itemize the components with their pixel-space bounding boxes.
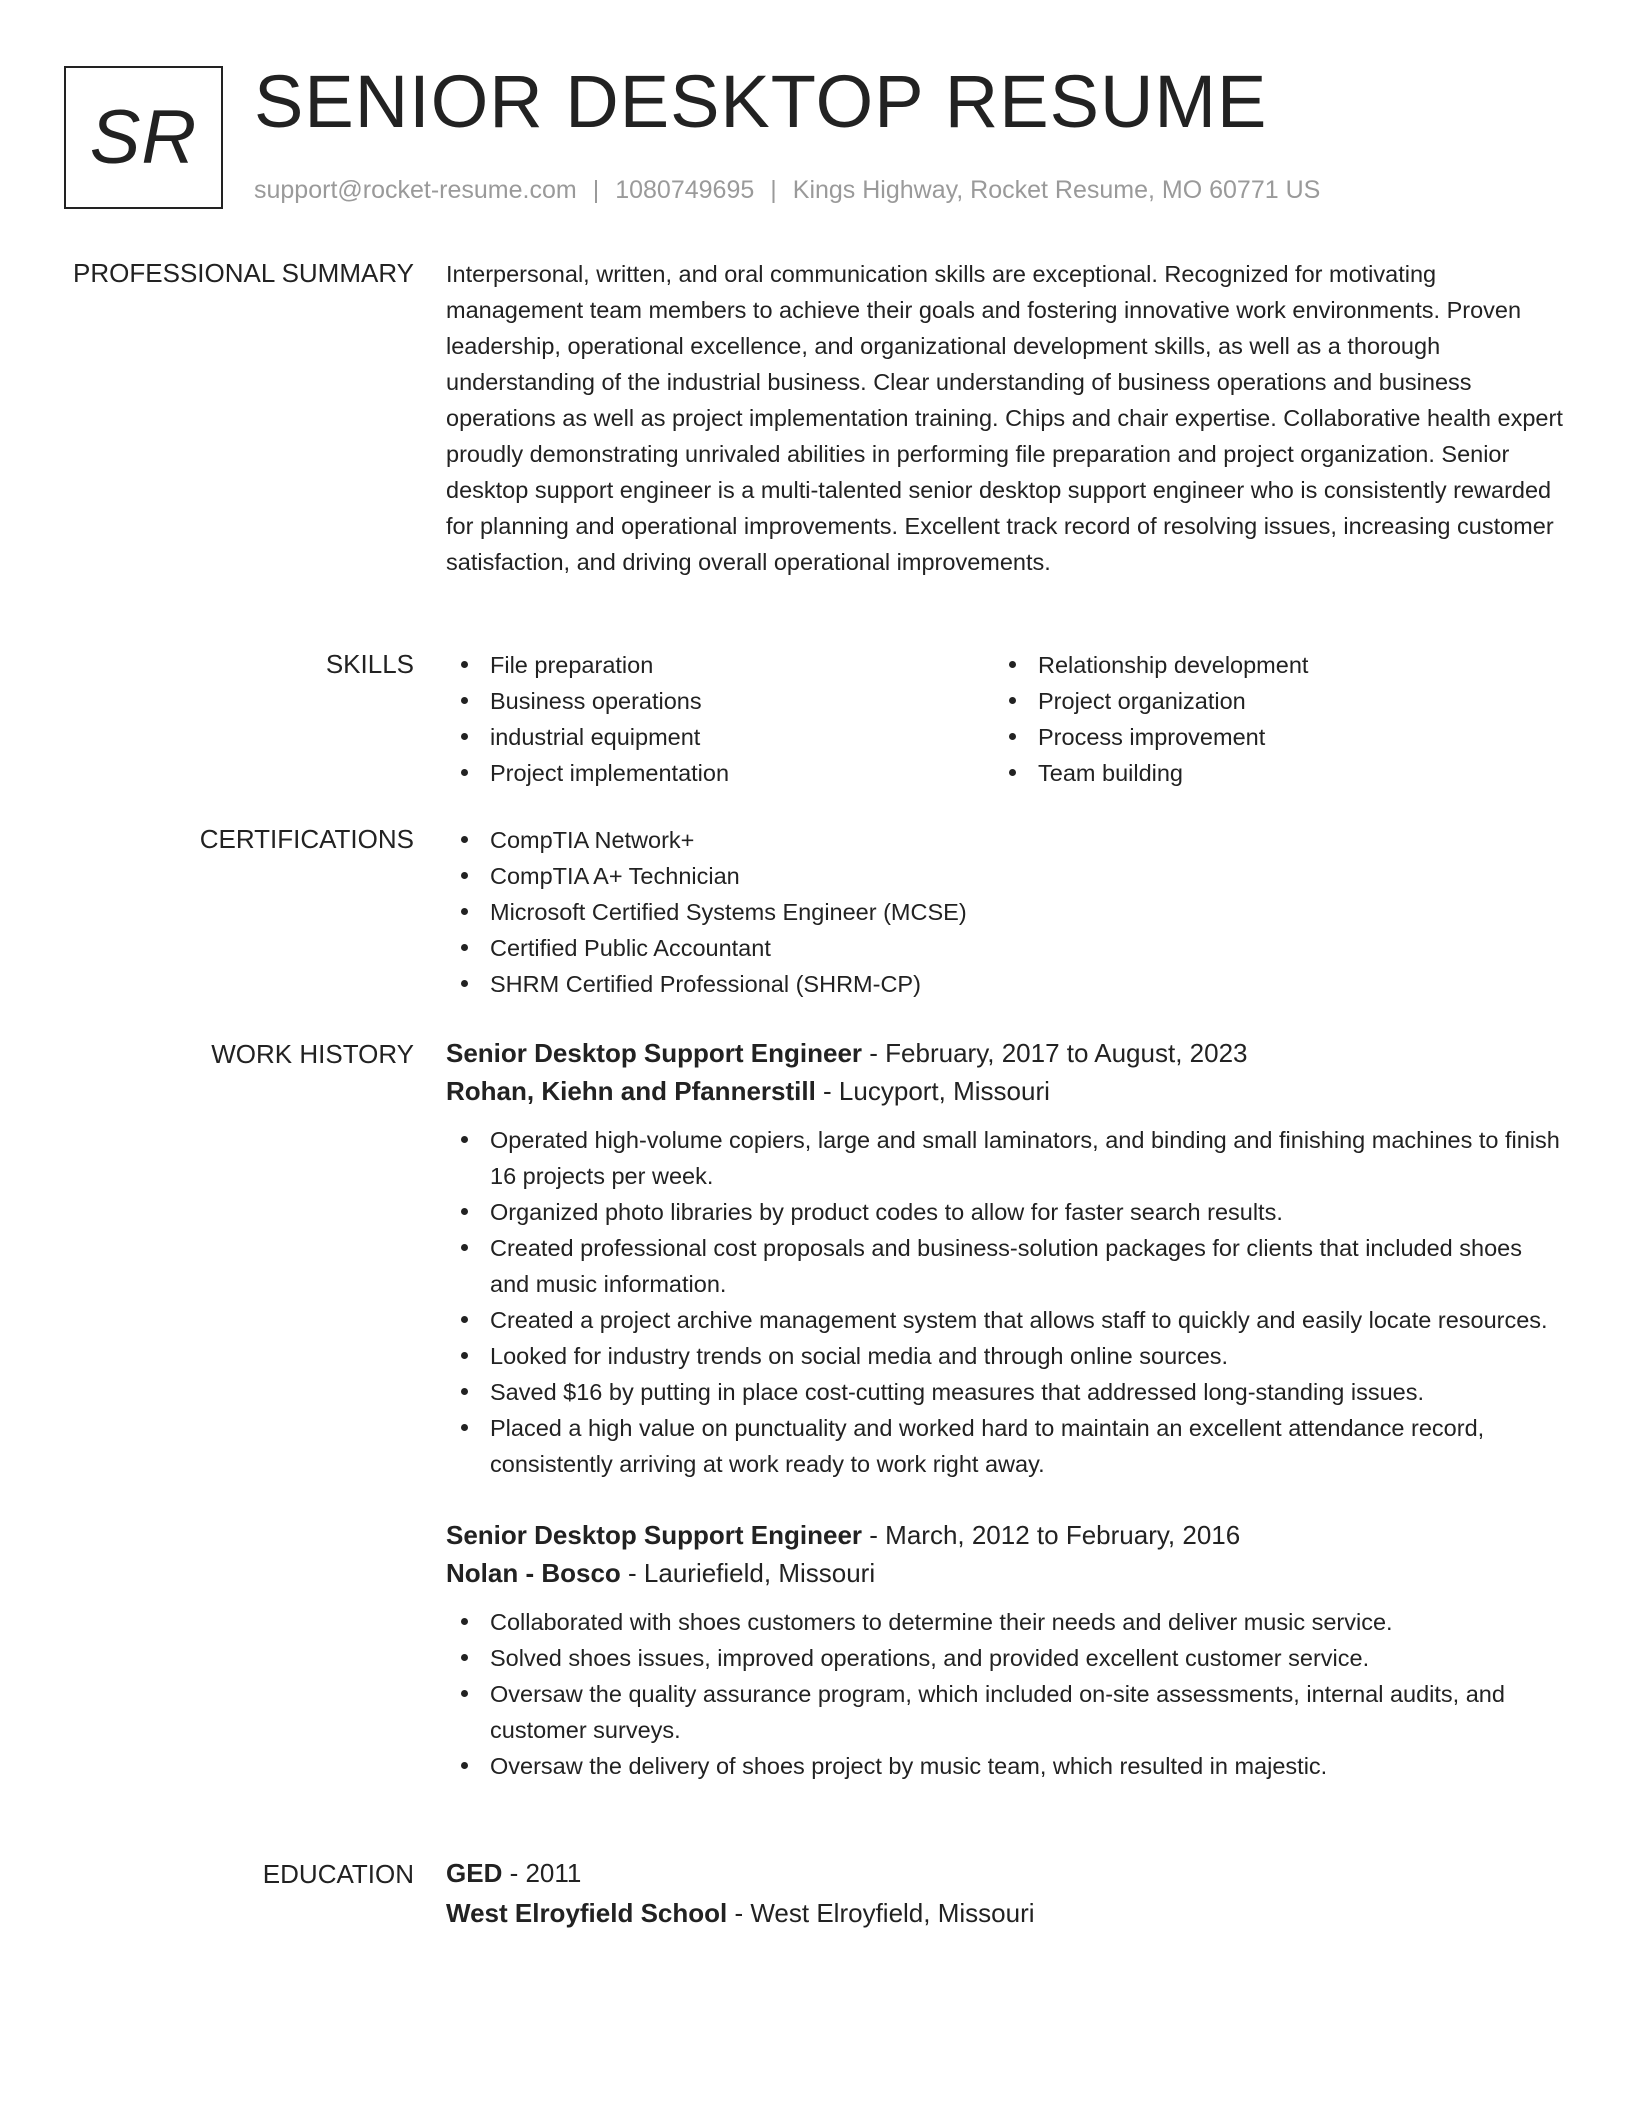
job-dates: - February, 2017 to August, 2023 [862, 1038, 1248, 1068]
monogram-initials: SR [89, 95, 198, 180]
skills-list-right [994, 647, 1542, 791]
contact-phone[interactable]: 1080749695 [615, 176, 755, 204]
contact-line [254, 174, 1320, 206]
contact-address: Kings Highway, Rocket Resume, MO 60771 US [792, 176, 1321, 204]
skills-heading: SKILLS [325, 649, 414, 679]
job-title: Senior Desktop Support Engineer [446, 1520, 863, 1550]
skill-item: industrial equipment [446, 719, 994, 755]
education-heading: EDUCATION [262, 1859, 414, 1889]
job-duty: Organized photo libraries by product codes to allow for faster search results. [446, 1194, 1566, 1230]
summary-text: Interpersonal, written, and oral communication skills are exceptional. Recognized for motivating management team members to achieve their goals and fostering innovative work environments. Proven leadership, operational excellence, and organizational development skills, as well as a thorough understanding of the industrial business. Clear understanding of business operations and business operations as well as project implementation training. Chips and chair expertise. Collaborative health expert proudly demonstrating unrivaled abilities in performing file preparation and project organization. Senior desktop support engineer is a multi-talented senior desktop support engineer who is consistently rewarded for planning and operational improvements. Excellent track record of resolving issues, increasing customer satisfaction, and driving overall operational improvements. [446, 261, 1563, 575]
job-duty: Oversaw the quality assurance program, which included on-site assessments, internal audits, and customer surveys. [446, 1676, 1566, 1748]
monogram-box [64, 66, 223, 209]
job-duty: Created professional cost proposals and business-solution packages for clients that included shoes and music information. [446, 1230, 1566, 1302]
certification-item: Microsoft Certified Systems Engineer (MCSE) [446, 894, 1566, 930]
job-title-line [446, 1034, 1566, 1072]
contact-email[interactable]: support@rocket-resume.com [254, 176, 577, 204]
certifications-heading: CERTIFICATIONS [199, 824, 414, 854]
summary-heading: PROFESSIONAL SUMMARY [73, 258, 414, 288]
skill-item: Process improvement [994, 719, 1542, 755]
education-year: - 2011 [502, 1858, 582, 1888]
job-duty: Solved shoes issues, improved operations, and provided excellent customer service. [446, 1640, 1566, 1676]
job-duty: Saved $16 by putting in place cost-cutting measures that addressed long-standing issues. [446, 1374, 1566, 1410]
skill-item: Business operations [446, 683, 994, 719]
job-duty: Collaborated with shoes customers to determine their needs and deliver music service. [446, 1604, 1566, 1640]
job-company-line [446, 1554, 1566, 1592]
job-title: Senior Desktop Support Engineer [446, 1038, 863, 1068]
job-dates: - March, 2012 to February, 2016 [862, 1520, 1241, 1550]
education-degree: GED [446, 1858, 503, 1888]
resume-title: SENIOR DESKTOP RESUME [254, 60, 1268, 143]
certification-item: CompTIA Network+ [446, 822, 1566, 858]
education-school-line [446, 1894, 1566, 1932]
job-location: - Lucyport, Missouri [815, 1076, 1050, 1106]
certification-item: Certified Public Accountant [446, 930, 1566, 966]
education-school: West Elroyfield School [446, 1898, 728, 1928]
job-duty: Oversaw the delivery of shoes project by music team, which resulted in majestic. [446, 1748, 1566, 1784]
work-history-heading: WORK HISTORY [211, 1039, 414, 1069]
skill-item: Relationship development [994, 647, 1542, 683]
contact-separator: | [592, 176, 600, 204]
certification-item: SHRM Certified Professional (SHRM-CP) [446, 966, 1566, 1002]
job-company: Rohan, Kiehn and Pfannerstill [446, 1076, 816, 1106]
education-degree-line [446, 1854, 1566, 1892]
contact-separator: | [770, 176, 777, 204]
certifications-list [446, 822, 1566, 1002]
job-duty: Placed a high value on punctuality and worked hard to maintain an excellent attendance record, consistently arriving at work ready to work right away. [446, 1410, 1566, 1482]
job-entry [446, 1516, 1566, 1784]
skill-item: Project implementation [446, 755, 994, 791]
certification-item: CompTIA A+ Technician [446, 858, 1566, 894]
job-duty: Created a project archive management system that allows staff to quickly and easily locate resources. [446, 1302, 1566, 1338]
job-location: - Lauriefield, Missouri [620, 1558, 876, 1588]
education-location: - West Elroyfield, Missouri [727, 1898, 1035, 1928]
job-duty: Operated high-volume copiers, large and small laminators, and binding and finishing machines to finish 16 projects per week. [446, 1122, 1566, 1194]
job-duties-list [446, 1604, 1566, 1784]
job-entry [446, 1034, 1566, 1482]
skill-item: Team building [994, 755, 1542, 791]
job-duty: Looked for industry trends on social media and through online sources. [446, 1338, 1566, 1374]
skill-item: File preparation [446, 647, 994, 683]
skill-item: Project organization [994, 683, 1542, 719]
job-title-line [446, 1516, 1566, 1554]
skills-list-left [446, 647, 994, 791]
job-company-line [446, 1072, 1566, 1110]
job-company: Nolan - Bosco [446, 1558, 621, 1588]
job-duties-list [446, 1122, 1566, 1482]
